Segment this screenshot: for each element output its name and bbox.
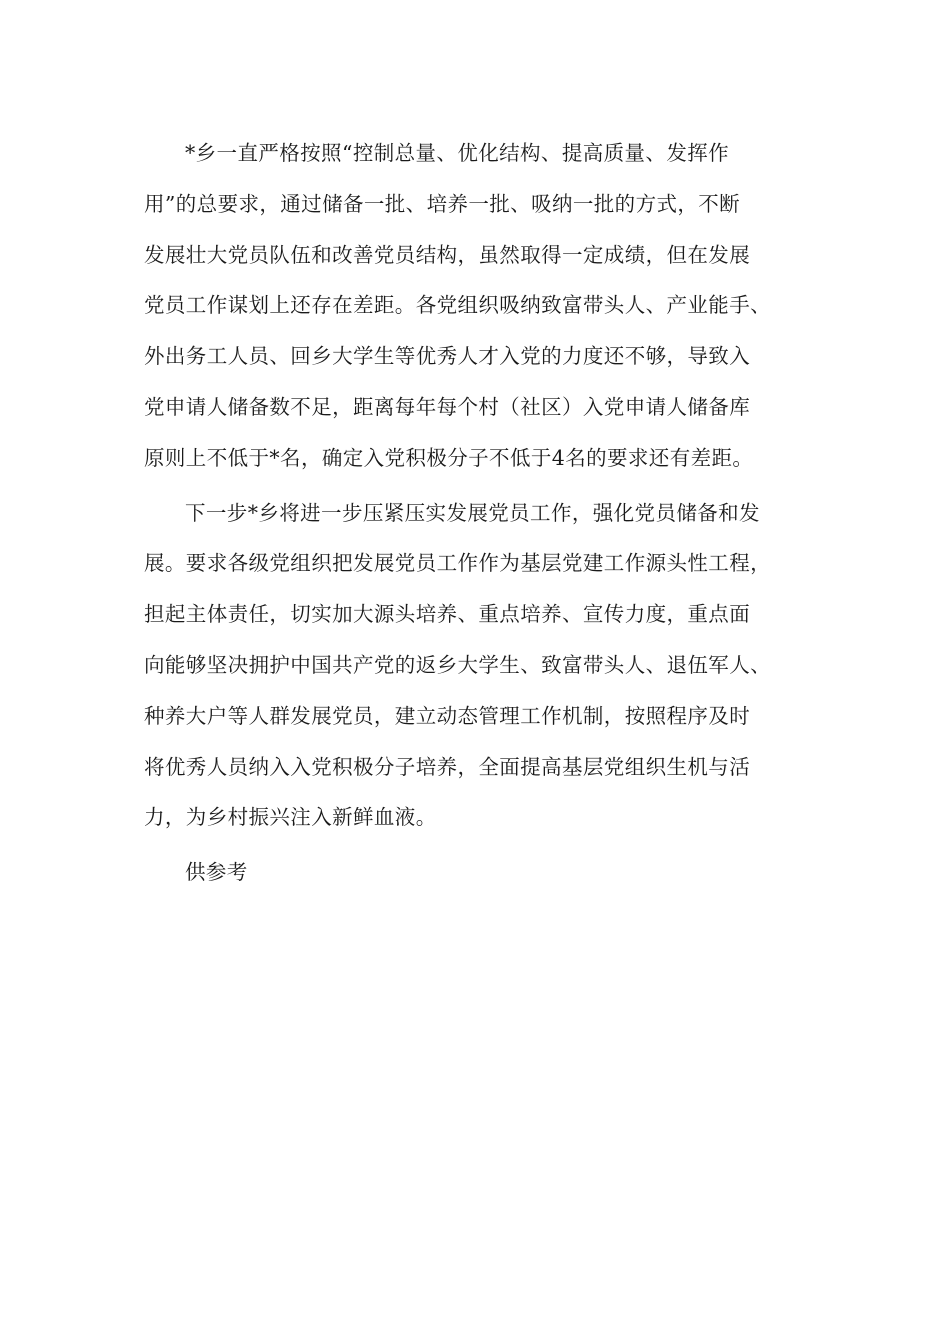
text-line: 将优秀人员纳入入党积极分子培养，全面提高基层党组织生机与活 — [144, 754, 751, 779]
text-line: 原则上不低于*名，确定入党积极分子不低于4名的要求还有差距。 — [144, 445, 754, 470]
text-line: 党员工作谋划上还存在差距。各党组织吸纳致富带头人、产业能手、 — [144, 293, 771, 318]
text-line: 供参考 — [185, 860, 248, 885]
paragraph-1 — [144, 128, 808, 484]
document-body — [144, 128, 808, 902]
text-line: 种养大户等人群发展党员，建立动态管理工作机制，按照程序及时 — [144, 703, 751, 728]
text-line: *乡一直严格按照“控制总量、优化结构、提高质量、发挥作 — [185, 141, 730, 165]
paragraph-3 — [144, 847, 808, 898]
text-line: 力，为乡村振兴注入新鲜血液。 — [144, 805, 437, 830]
text-line: 党申请人储备数不足，距离每年每个村（社区）入党申请人储备库 — [144, 394, 751, 419]
text-line: 担起主体责任，切实加大源头培养、重点培养、宣传力度，重点面 — [144, 602, 751, 627]
text-line: 向能够坚决拥护中国共产党的返乡大学生、致富带头人、退伍军人、 — [144, 652, 771, 677]
text-line: 外出务工人员、回乡大学生等优秀人才入党的力度还不够，导致入 — [144, 344, 751, 369]
text-line: 展。要求各级党组织把发展党员工作作为基层党建工作源头性工程， — [144, 551, 771, 576]
paragraph-2 — [144, 488, 808, 844]
text-line: 用”的总要求，通过储备一批、培养一批、吸纳一批的方式，不断 — [144, 191, 741, 216]
text-line: 发展壮大党员队伍和改善党员结构，虽然取得一定成绩，但在发展 — [144, 242, 751, 267]
text-line: 下一步*乡将进一步压紧压实发展党员工作，强化党员储备和发 — [185, 500, 760, 525]
